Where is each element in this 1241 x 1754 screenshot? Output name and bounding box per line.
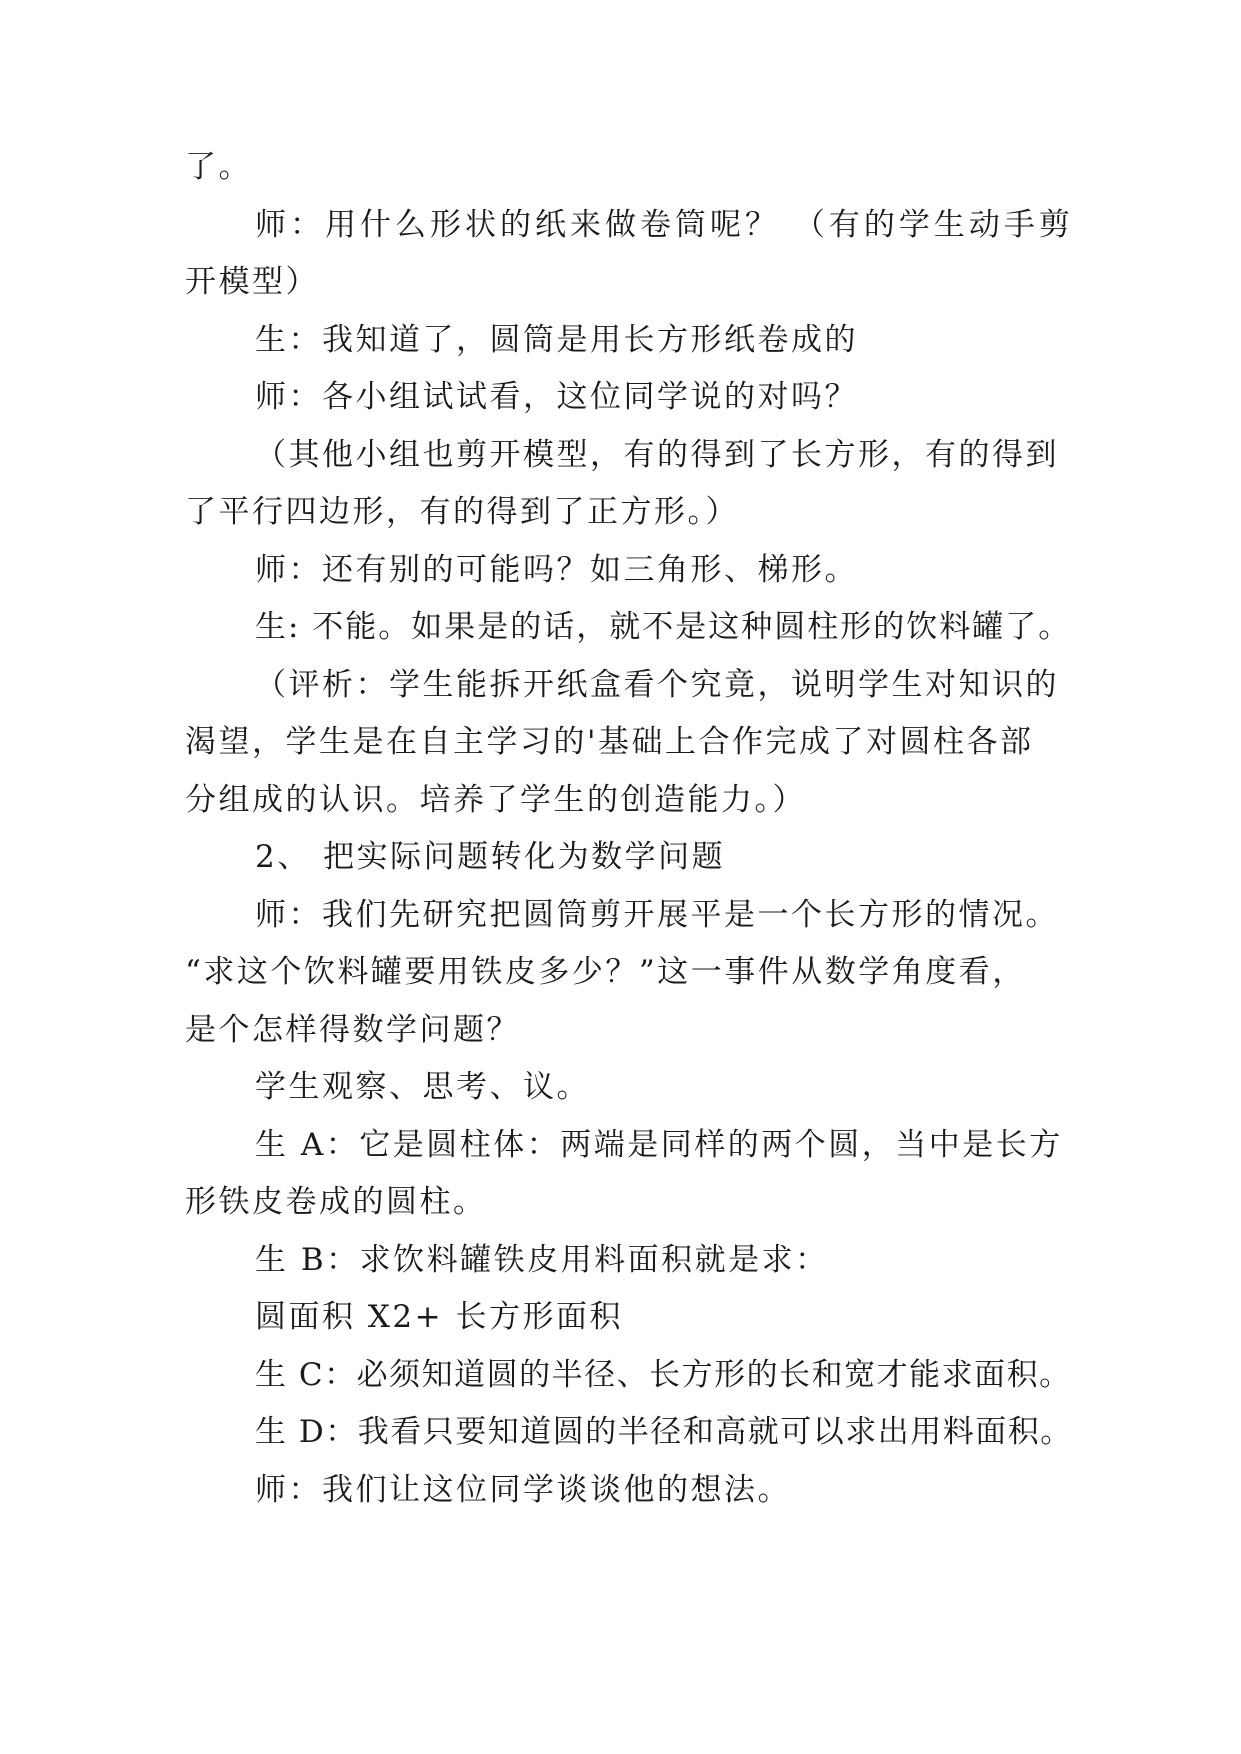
text-line-13: 2、 把实际问题转化为数学问题 — [255, 839, 726, 875]
text-line-21: 圆面积 X2+ 长方形面积 — [255, 1299, 623, 1335]
text-line-19: 形铁皮卷成的圆柱。 — [185, 1184, 487, 1220]
text-line-10: （评析：学生能拆开纸盒看个究竟，说明学生对知识的 — [255, 667, 1059, 703]
text-line-7: 了平行四边形，有的得到了正方形。） — [185, 494, 739, 530]
text-line-15: “求这个饮料罐要用铁皮多少？”这一事件从数学角度看， — [185, 954, 1026, 990]
text-line-8: 师：还有别的可能吗？如三角形、梯形。 — [255, 552, 858, 588]
text-line-23: 生 D：我看只要知道圆的半径和高就可以求出用料面积。 — [255, 1414, 1073, 1450]
text-line-3: 开模型） — [185, 264, 319, 300]
text-line-6: （其他小组也剪开模型，有的得到了长方形，有的得到 — [255, 437, 1059, 473]
text-line-11: 渴望，学生是在自主学习的'基础上合作完成了对圆柱各部 — [185, 724, 1034, 760]
text-line-1: 了。 — [185, 149, 252, 185]
text-line-20: 生 B：求饮料罐铁皮用料面积就是求： — [255, 1242, 829, 1278]
text-line-9: 生: 不能。如果是的话，就不是这种圆柱形的饮料罐了。 — [255, 609, 1072, 645]
text-line-16: 是个怎样得数学问题？ — [185, 1012, 520, 1048]
text-line-18: 生 A：它是圆柱体：两端是同样的两个圆，当中是长方 — [255, 1127, 1063, 1163]
text-line-12: 分组成的认识。培养了学生的创造能力。） — [185, 782, 806, 818]
text-line-22: 生 C：必须知道圆的半径、长方形的长和宽才能求面积。 — [255, 1357, 1072, 1393]
text-line-17: 学生观察、思考、议。 — [255, 1069, 590, 1105]
text-line-5: 师：各小组试试看，这位同学说的对吗？ — [255, 379, 858, 415]
text-line-14: 师：我们先研究把圆筒剪开展平是一个长方形的情况。 — [255, 897, 1059, 933]
text-line-2: 师：用什么形状的纸来做卷筒呢？ （有的学生动手剪 — [255, 207, 1074, 243]
text-line-4: 生：我知道了，圆筒是用长方形纸卷成的 — [255, 322, 858, 358]
text-line-24: 师：我们让这位同学谈谈他的想法。 — [255, 1472, 791, 1508]
